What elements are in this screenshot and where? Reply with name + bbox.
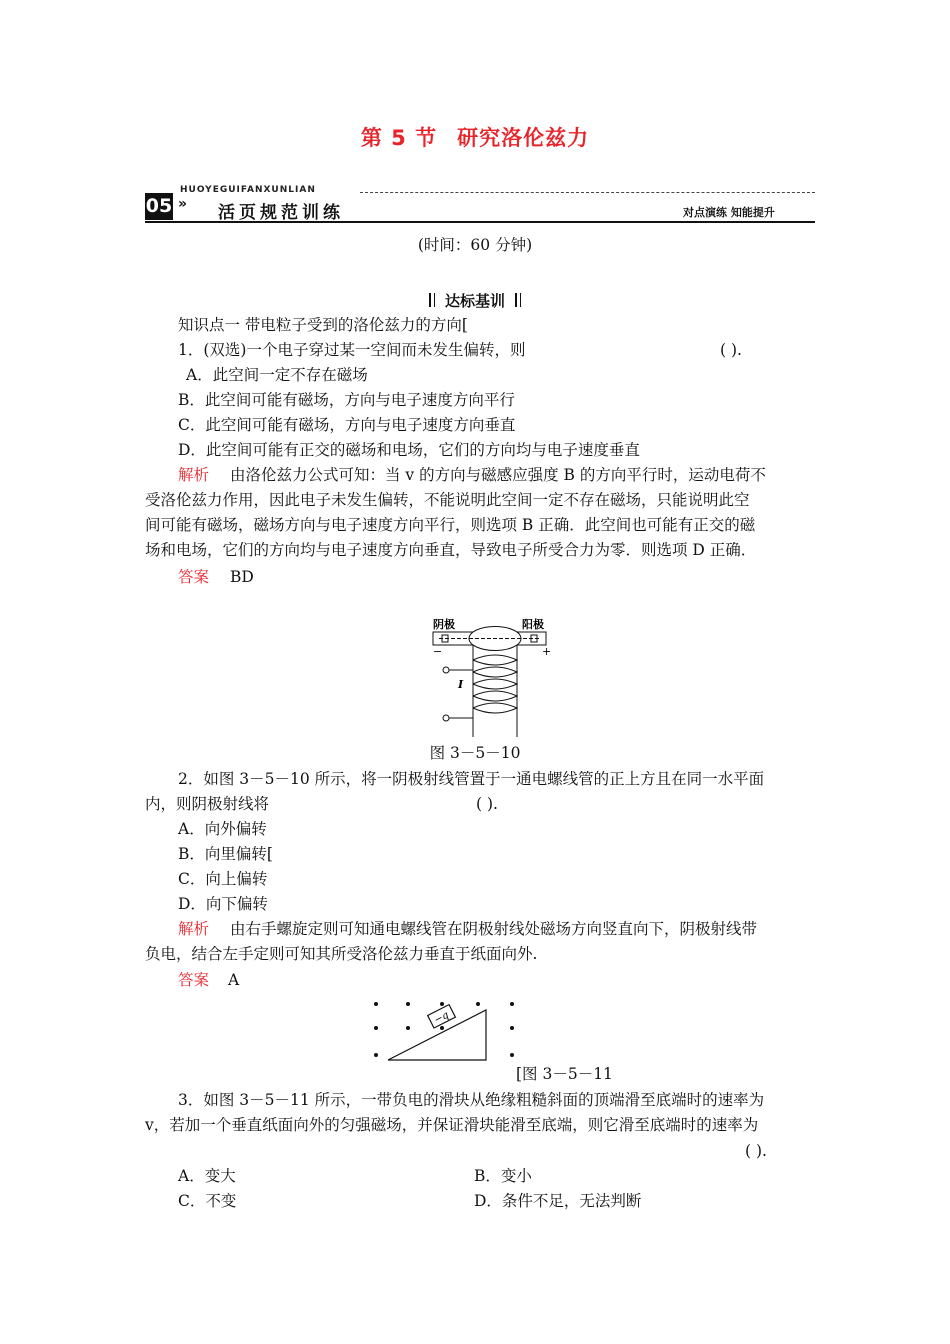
q2-option-b: B．向里偏转[ — [178, 845, 273, 863]
heading-bar-left — [429, 293, 435, 307]
q1-option-c: C．此空间可能有磁场，方向与电子速度方向垂直 — [178, 416, 516, 434]
q1-analysis-line: 受洛伦兹力作用，因此电子未发生偏转，不能说明此空间一定不存在磁场，只能说明此空 — [145, 491, 750, 509]
fig1-current-label: I — [458, 678, 464, 691]
page-title — [0, 122, 950, 152]
q2-analysis-label: 解析 — [178, 920, 210, 938]
fig2-charge-label: −q — [432, 1009, 451, 1027]
banner-pinyin: HUOYEGUIFANXUNLIAN — [180, 185, 316, 195]
q3-option-a: A．变大 — [178, 1167, 236, 1185]
q2-answer: A — [228, 971, 240, 989]
q1-option-b: B．此空间可能有磁场，方向与电子速度方向平行 — [178, 391, 515, 409]
solenoid — [443, 645, 517, 737]
q2-analysis-line: 负电，结合左手定则可知其所受洛伦兹力垂直于纸面向外. — [145, 945, 538, 963]
heading-bar-right — [515, 293, 521, 307]
fig1-cathode-label: 阴极 — [433, 618, 455, 631]
q1-analysis-label: 解析 — [178, 466, 210, 484]
banner-subtitle: 对点演练 知能提升 — [683, 206, 775, 219]
q1-stem: 1．(双选)一个电子穿过某一空间而未发生偏转，则 — [178, 341, 526, 359]
q1-answer-label: 答案 — [178, 568, 210, 586]
fig2-caption: [图 3－5－11 — [516, 1065, 613, 1083]
section-heading-text: 达标基训 — [444, 292, 505, 310]
sliding-block — [428, 1005, 456, 1028]
q2-option-c: C．向上偏转 — [178, 870, 268, 888]
q2-stem-line: 内，则阴极射线将 — [145, 795, 270, 813]
q1-answer: BD — [230, 568, 254, 586]
section-name: 研究洛伦兹力 — [457, 126, 590, 150]
q3-stem-line: v，若加一个垂直纸面向外的匀强磁场，并保证滑块能滑至底端，则它滑至底端时的速率为 — [145, 1116, 759, 1134]
q3-option-d: D．条件不足，无法判断 — [474, 1192, 642, 1210]
banner-title: 活页规范训练 — [218, 203, 344, 223]
fig1-anode-label: 阳极 — [522, 618, 544, 631]
time-limit: (时间：60 分钟) — [417, 236, 533, 254]
q2-stem-line: 2．如图 3－5－10 所示，将一阴极射线管置于一通电螺线管的正上方且在同一水平面 — [178, 770, 765, 788]
banner-number: 05 — [145, 193, 173, 220]
section-heading — [0, 290, 950, 311]
fig1-plus: + — [542, 645, 552, 658]
q2-analysis-line: 由右手螺旋定则可知通电螺线管在阴极射线处磁场方向竖直向下，阴极射线带 — [230, 920, 758, 938]
q3-blank: ( ). — [745, 1142, 767, 1160]
banner-arrows-icon: » — [178, 196, 188, 212]
q1-option-d: D．此空间可能有正交的磁场和电场，它们的方向均与电子速度垂直 — [178, 441, 640, 459]
q2-option-a: A．向外偏转 — [178, 820, 267, 838]
figure-incline-magnetic-field — [366, 998, 521, 1068]
q2-blank: ( ). — [476, 795, 498, 813]
figure-cathode-ray-solenoid — [425, 612, 560, 742]
banner-dashed-rule — [360, 192, 815, 193]
q1-option-a: A．此空间一定不存在磁场 — [186, 366, 368, 384]
q1-analysis-line: 间可能有磁场，磁场方向与电子速度方向平行，则选项 B 正确．此空间也可能有正交的磁 — [145, 516, 756, 534]
q1-analysis-line: 由洛伦兹力公式可知：当 v 的方向与磁感应强度 B 的方向平行时，运动电荷不 — [230, 466, 766, 484]
fig1-caption: 图 3－5－10 — [429, 744, 521, 762]
section-number: 第 5 节 — [360, 126, 438, 150]
q3-stem-line: 3．如图 3－5－11 所示，一带负电的滑块从绝缘粗糙斜面的顶端滑至底端时的速率为 — [178, 1091, 765, 1109]
fig1-minus: − — [433, 645, 443, 658]
knowledge-point: 知识点一 带电粒子受到的洛伦兹力的方向[ — [178, 316, 468, 334]
banner-rule — [145, 221, 815, 223]
q1-blank: ( ). — [720, 341, 742, 359]
q2-answer-label: 答案 — [178, 971, 210, 989]
q1-analysis-line: 场和电场，它们的方向均与电子速度方向垂直，导致电子所受合力为零．则选项 D 正确． — [145, 541, 757, 559]
q3-option-c: C．不变 — [178, 1192, 237, 1210]
q3-option-b: B．变小 — [474, 1167, 532, 1185]
q2-option-d: D．向下偏转 — [178, 895, 268, 913]
